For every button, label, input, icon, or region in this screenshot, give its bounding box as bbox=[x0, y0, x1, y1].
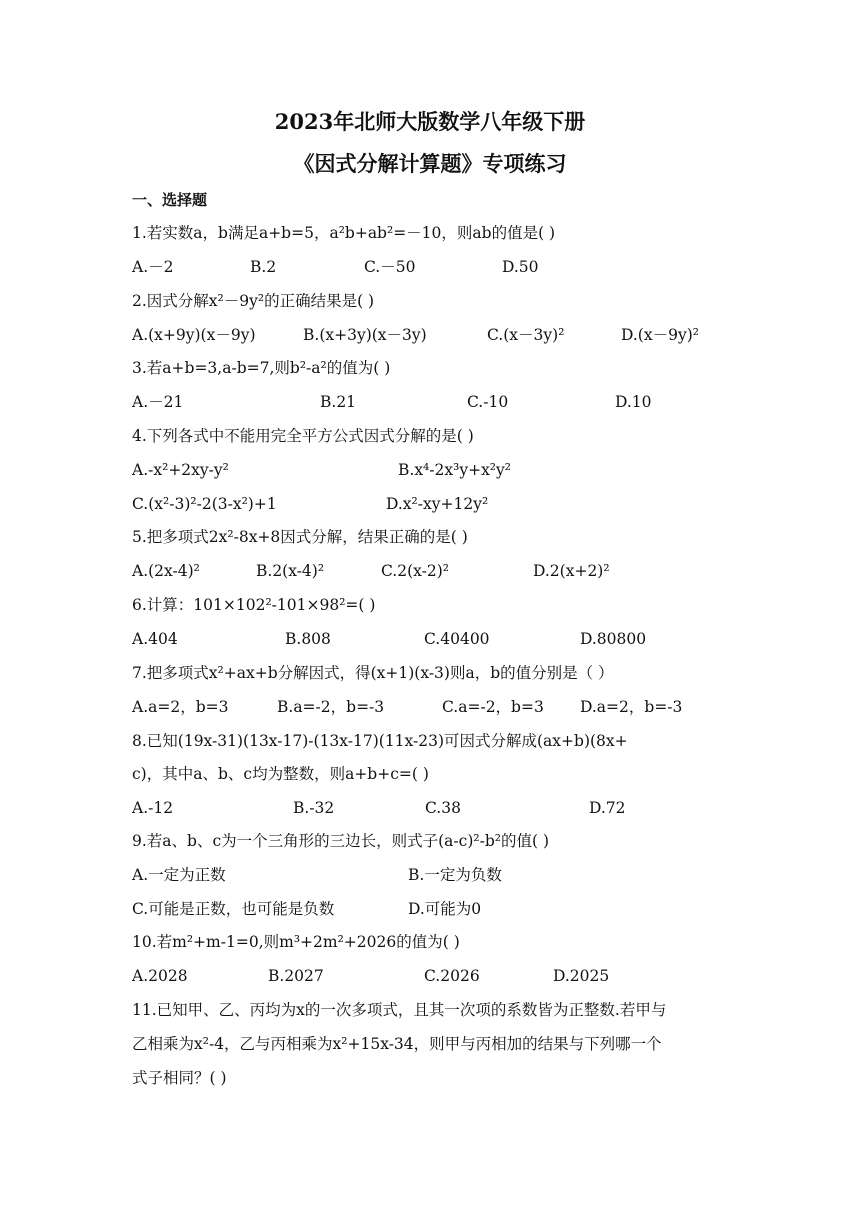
question-6: 6.计算：101×102²-101×98²=( ) bbox=[132, 596, 376, 614]
question-9: 9.若a、b、c为一个三角形的三边长，则式子(a-c)²-b²的值( ) bbox=[132, 832, 549, 850]
q8-option-c: C.38 bbox=[425, 799, 461, 817]
q8-option-b: B.-32 bbox=[293, 799, 335, 817]
q7-option-a: A.a=2，b=3 bbox=[132, 698, 229, 716]
q10-option-c: C.2026 bbox=[424, 967, 480, 985]
q3-option-d: D.10 bbox=[615, 393, 652, 411]
question-5: 5.把多项式2x²-8x+8因式分解，结果正确的是( ) bbox=[132, 528, 468, 546]
q2-option-a: A.(x+9y)(x－9y) bbox=[132, 326, 256, 344]
q1-option-b: B.2 bbox=[250, 258, 277, 276]
document-subtitle: 《因式分解计算题》专项练习 bbox=[293, 151, 567, 176]
q6-option-a: A.404 bbox=[132, 630, 178, 648]
question-10: 10.若m²+m-1=0,则m³+2m²+2026的值为( ) bbox=[132, 933, 460, 951]
q9-option-d: D.可能为0 bbox=[408, 900, 482, 918]
question-3: 3.若a+b=3,a-b=7,则b²-a²的值为( ) bbox=[132, 359, 391, 377]
q4-option-b: B.x⁴-2x³y+x²y² bbox=[398, 461, 511, 479]
question-1: 1.若实数a，b满足a+b=5，a²b+ab²=－10，则ab的值是( ) bbox=[132, 224, 556, 242]
q1-option-c: C.－50 bbox=[364, 258, 416, 276]
q5-option-c: C.2(x-2)² bbox=[381, 562, 449, 580]
q2-option-b: B.(x+3y)(x－3y) bbox=[303, 326, 427, 344]
q3-option-b: B.21 bbox=[320, 393, 357, 411]
q1-option-d: D.50 bbox=[502, 258, 539, 276]
q2-option-c: C.(x－3y)² bbox=[487, 326, 565, 344]
q9-option-c: C.可能是正数，也可能是负数 bbox=[132, 900, 335, 918]
question-8: 8.已知(19x-31)(13x-17)-(13x-17)(11x-23)可因式分解成(ax+b)(8x+ bbox=[132, 732, 628, 750]
q9-option-b: B.一定为负数 bbox=[408, 866, 502, 884]
q5-option-d: D.2(x+2)² bbox=[533, 562, 610, 580]
question-11-line-2: 乙相乘为x²-4，乙与丙相乘为x²+15x-34，则甲与丙相加的结果与下列哪一个 bbox=[132, 1035, 662, 1053]
q7-option-d: D.a=2，b=-3 bbox=[580, 698, 683, 716]
q8-option-a: A.-12 bbox=[132, 799, 174, 817]
q6-option-c: C.40400 bbox=[424, 630, 490, 648]
document-title: 2023年北师大版数学八年级下册 bbox=[274, 109, 586, 134]
q9-option-a: A.一定为正数 bbox=[132, 866, 226, 884]
q3-option-a: A.－21 bbox=[132, 393, 184, 411]
q1-option-a: A.－2 bbox=[132, 258, 174, 276]
q8-option-d: D.72 bbox=[589, 799, 626, 817]
q6-option-b: B.808 bbox=[285, 630, 331, 648]
q4-option-d: D.x²-xy+12y² bbox=[386, 495, 489, 513]
q10-option-a: A.2028 bbox=[132, 967, 188, 985]
question-11: 11.已知甲、乙、丙均为x的一次多项式，且其一次项的系数皆为正整数.若甲与 bbox=[132, 1001, 667, 1019]
q7-option-b: B.a=-2，b=-3 bbox=[277, 698, 385, 716]
q2-option-d: D.(x－9y)² bbox=[621, 326, 699, 344]
q6-option-d: D.80800 bbox=[580, 630, 647, 648]
question-7: 7.把多项式x²+ax+b分解因式，得(x+1)(x-3)则a，b的值分别是（ ） bbox=[132, 664, 614, 682]
question-8-continued: c)，其中a、b、c均为整数，则a+b+c=( ) bbox=[132, 765, 429, 783]
q5-option-b: B.2(x-4)² bbox=[256, 562, 325, 580]
q10-option-b: B.2027 bbox=[268, 967, 324, 985]
q3-option-c: C.-10 bbox=[467, 393, 509, 411]
q5-option-a: A.(2x-4)² bbox=[132, 562, 200, 580]
q7-option-c: C.a=-2，b=3 bbox=[442, 698, 544, 716]
q10-option-d: D.2025 bbox=[553, 967, 610, 985]
q4-option-c: C.(x²-3)²-2(3-x²)+1 bbox=[132, 495, 277, 513]
question-2: 2.因式分解x²－9y²的正确结果是( ) bbox=[132, 292, 375, 310]
question-4: 4.下列各式中不能用完全平方公式因式分解的是( ) bbox=[132, 427, 474, 445]
question-11-line-3: 式子相同？( ) bbox=[132, 1069, 227, 1087]
section-heading: 一、选择题 bbox=[132, 191, 208, 209]
q4-option-a: A.-x²+2xy-y² bbox=[132, 461, 229, 479]
